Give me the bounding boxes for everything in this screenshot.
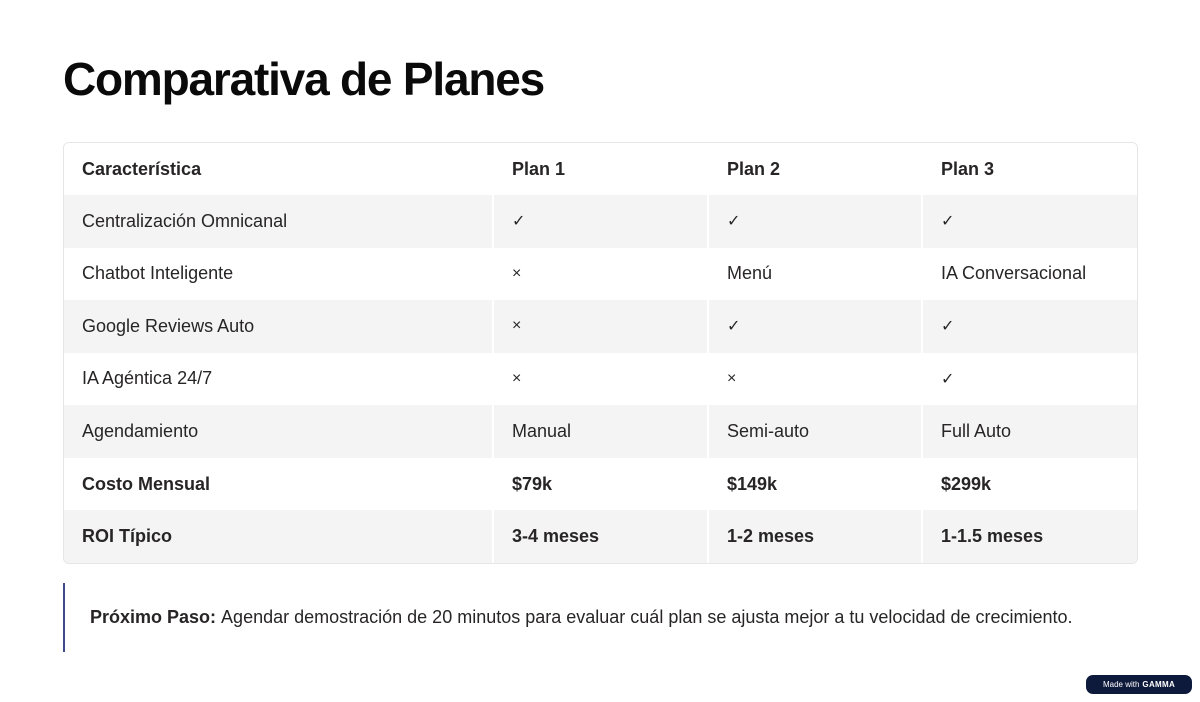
callout-label: Próximo Paso:: [90, 607, 217, 627]
feature-cell: IA Agéntica 24/7: [64, 353, 493, 406]
value-cell: Manual: [493, 405, 708, 458]
check-icon: ✓: [922, 353, 1137, 406]
check-icon: ✓: [922, 195, 1137, 248]
table-row: [64, 300, 1137, 353]
next-step-callout: [63, 583, 1143, 652]
badge-prefix: Made with: [1102, 680, 1140, 689]
cross-icon: ×: [493, 300, 708, 353]
table-row: [64, 405, 1137, 458]
comparison-table: [63, 142, 1138, 564]
check-icon: ✓: [922, 300, 1137, 353]
check-icon: ✓: [708, 300, 922, 353]
roi-cell: 3-4 meses: [493, 510, 708, 563]
table-header-row: [64, 143, 1137, 195]
header-plan-1: Plan 1: [493, 143, 708, 195]
price-cell: $299k: [922, 458, 1137, 511]
price-cell: $79k: [493, 458, 708, 511]
value-cell: Menú: [708, 248, 922, 301]
value-cell: IA Conversacional: [922, 248, 1137, 301]
table-row: [64, 248, 1137, 301]
value-cell: Full Auto: [922, 405, 1137, 458]
cross-icon: ×: [493, 248, 708, 301]
gamma-logo: GAMMA: [1142, 680, 1176, 689]
feature-cell: Google Reviews Auto: [64, 300, 493, 353]
feature-cell: Chatbot Inteligente: [64, 248, 493, 301]
table-row: [64, 353, 1137, 406]
roi-cell: 1-2 meses: [708, 510, 922, 563]
check-icon: ✓: [708, 195, 922, 248]
table-row-roi: [64, 510, 1137, 563]
cross-icon: ×: [708, 353, 922, 406]
cross-icon: ×: [493, 353, 708, 406]
feature-cell: ROI Típico: [64, 510, 493, 563]
table-row-cost: [64, 458, 1137, 511]
feature-cell: Agendamiento: [64, 405, 493, 458]
feature-cell: Costo Mensual: [64, 458, 493, 511]
price-cell: $149k: [708, 458, 922, 511]
made-with-gamma-badge[interactable]: [1086, 675, 1192, 694]
check-icon: ✓: [493, 195, 708, 248]
table-row: [64, 195, 1137, 248]
value-cell: Semi-auto: [708, 405, 922, 458]
header-plan-2: Plan 2: [708, 143, 922, 195]
page-title: Comparativa de Planes: [63, 53, 545, 105]
callout-text: Agendar demostración de 20 minutos para evaluar cuál plan se ajusta mejor a tu velocidad de crecimiento.: [221, 607, 1073, 627]
header-feature: Característica: [64, 143, 493, 195]
roi-cell: 1-1.5 meses: [922, 510, 1137, 563]
header-plan-3: Plan 3: [922, 143, 1137, 195]
feature-cell: Centralización Omnicanal: [64, 195, 493, 248]
